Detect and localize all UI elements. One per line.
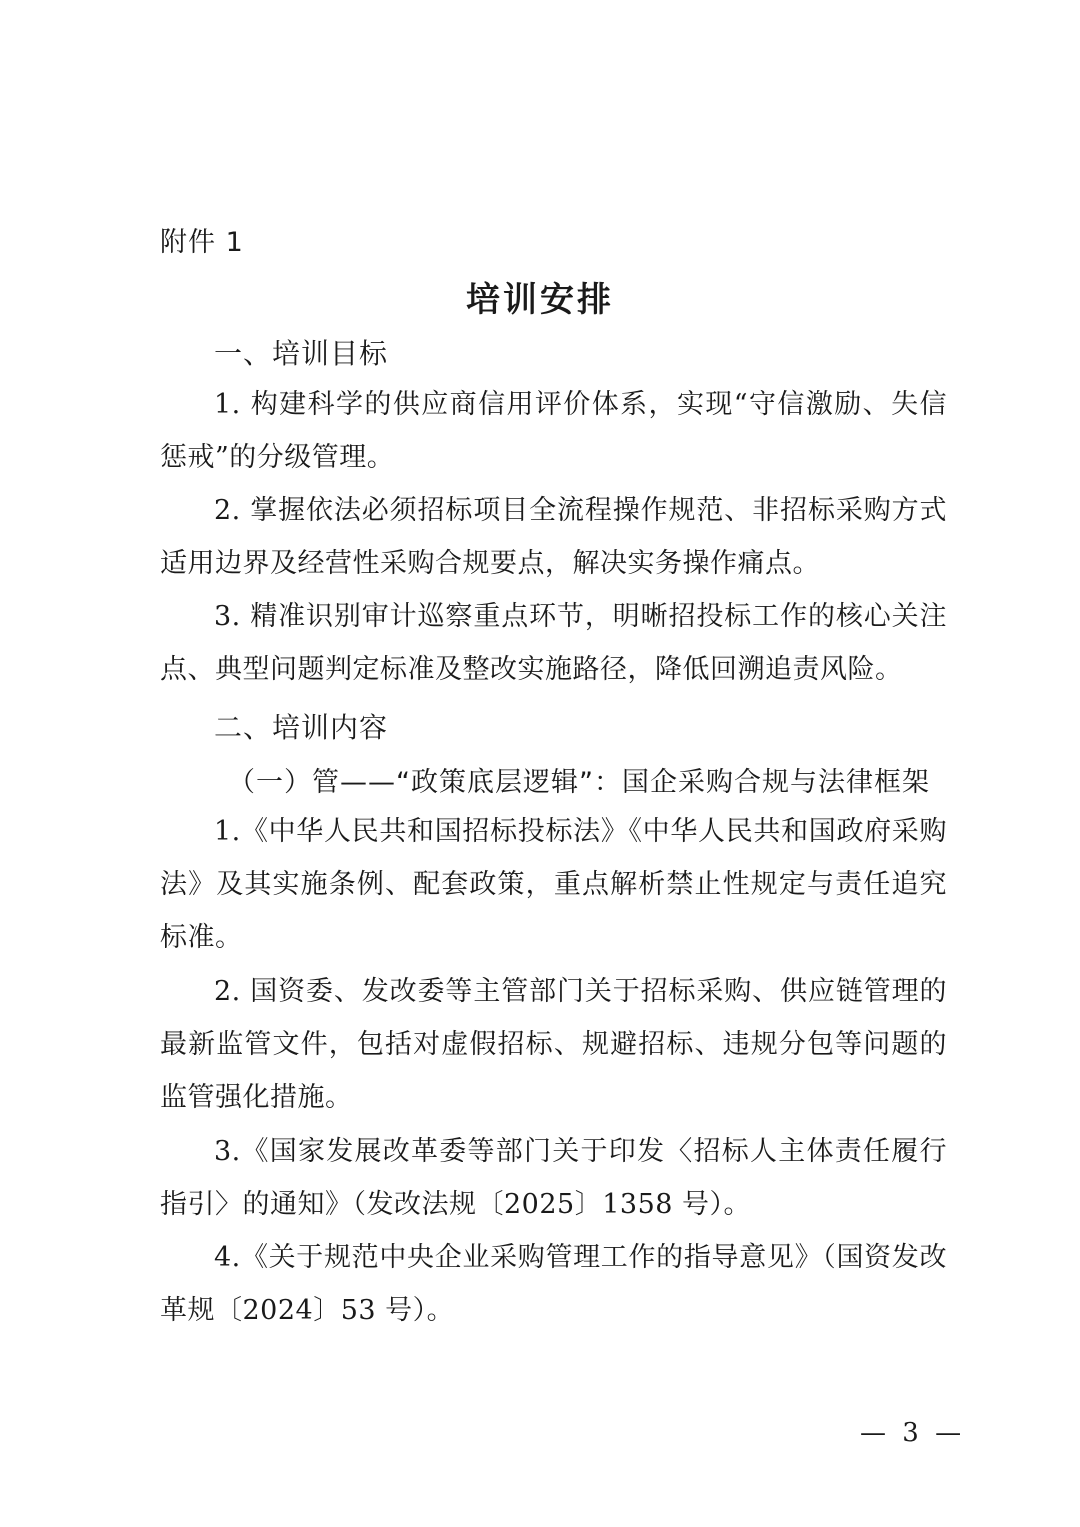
content-item-3: 3.《国家发展改革委等部门关于印发〈招标人主体责任履行指引〉的通知》（发改法规〔2025〕1358 号）。 [160,1136,947,1220]
content-item-4: 4.《关于规范中央企业采购管理工作的指导意见》（国资发改革规〔2024〕53 号）。 [160,1242,947,1326]
goal-item-3: 3. 精准识别审计巡察重点环节，明晰招投标工作的核心关注点、典型问题判定标准及整改实施路径，降低回溯追责风险。 [160,601,947,685]
content-subheading: （一）管——“政策底层逻辑”：国企采购合规与法律框架 [228,767,930,798]
section-heading-goals: 一、培训目标 [214,337,389,370]
goal-item-2: 2. 掌握依法必须招标项目全流程操作规范、非招标采购方式适用边界及经营性采购合规要点，解决实务操作痛点。 [160,495,947,579]
content-item-2: 2. 国资委、发改委等主管部门关于招标采购、供应链管理的最新监管文件，包括对虚假招标、规避招标、违规分包等问题的监管强化措施。 [160,976,947,1113]
content-item-1: 1.《中华人民共和国招标投标法》《中华人民共和国政府采购法》及其实施条例、配套政策，重点解析禁止性规定与责任追究标准。 [160,816,947,953]
page-title: 培训安排 [466,280,614,320]
section-heading-content: 二、培训内容 [214,711,389,744]
attachment-label: 附件 1 [160,227,244,258]
page-number: — 3 — [860,1418,966,1448]
goal-item-1: 1. 构建科学的供应商信用评价体系，实现“守信激励、失信惩戒”的分级管理。 [160,389,947,473]
